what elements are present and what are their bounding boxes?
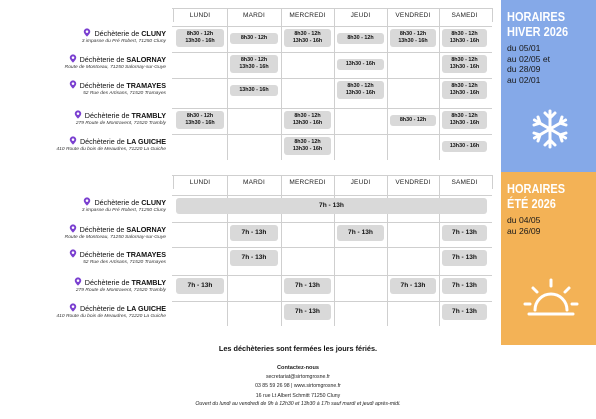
winter-time-slot — [442, 29, 487, 47]
site-address: 279 Route de Montravent, 71520 Trambly — [75, 121, 166, 126]
summer-date-line: au 26/09 — [507, 225, 541, 236]
location-pin-icon — [83, 28, 91, 37]
summer-time-slot — [176, 278, 224, 294]
winter-time-slot — [442, 141, 487, 152]
slot-hours: 7h - 13h — [452, 228, 477, 236]
site-name — [0, 224, 166, 234]
slot-hours: 8h30 - 12h — [294, 31, 321, 38]
day-header-lundi: LUNDI — [189, 12, 211, 19]
winter-date-line: du 05/01 — [507, 43, 541, 53]
winter-time-slot — [284, 29, 331, 47]
site-address: 410 Route du bois de Meaudres, 71220 La Guiche — [56, 147, 166, 152]
slot-hours: 7h - 13h — [319, 201, 344, 209]
site-name — [0, 28, 166, 38]
winter-row-rule — [172, 26, 492, 27]
winter-col-divider — [387, 8, 388, 160]
summer-edge — [492, 175, 493, 189]
site-trambly — [0, 110, 166, 126]
snowflake-icon — [529, 108, 571, 150]
winter-time-slot — [284, 137, 331, 155]
site-name — [0, 303, 166, 313]
day-header-vendredi: VENDREDI — [395, 12, 431, 19]
summer-title-line1: HORAIRES — [507, 182, 566, 196]
site-salornay — [0, 224, 166, 240]
site-name-bold: TRAMBLY — [131, 278, 166, 287]
slot-hours: 8h30 - 12h — [451, 31, 478, 38]
day-header-samedi: SAMEDI — [451, 12, 478, 19]
winter-banner — [501, 0, 596, 172]
location-pin-icon — [69, 136, 77, 145]
location-pin-icon — [69, 249, 77, 258]
summer-top-rule — [172, 175, 492, 176]
winter-date-line: au 02/01 — [507, 75, 541, 86]
slot-hours: 7h - 13h — [241, 253, 267, 261]
site-name — [0, 136, 166, 146]
site-prefix: Déchèterie de — [79, 55, 127, 64]
site-prefix: Déchèterie de — [84, 111, 132, 120]
summer-row-rule — [172, 195, 492, 196]
site-prefix: Déchèterie de — [84, 278, 132, 287]
slot-hours: 13h30 - 16h — [345, 60, 376, 67]
slot-hours: 8h30 - 12h — [294, 113, 321, 120]
slot-hours: 7h - 13h — [241, 228, 267, 236]
day-header-jeudi: JEUDI — [350, 179, 371, 186]
site-name-bold: SALORNAY — [126, 225, 166, 234]
winter-dates — [507, 43, 596, 86]
winter-date-line: du 28/09 — [507, 64, 541, 75]
summer-time-slot — [442, 304, 487, 320]
winter-row-rule — [172, 134, 492, 135]
site-name — [0, 277, 166, 287]
site-address: 52 Rue des Artisans, 71520 Tramayes — [83, 91, 166, 96]
slot-hours: 7h - 13h — [452, 307, 477, 315]
winter-col-divider — [334, 8, 335, 160]
slot-hours: 7h - 13h — [187, 281, 213, 289]
winter-time-slot — [442, 55, 487, 73]
winter-time-slot — [390, 29, 436, 47]
summer-banner — [501, 172, 596, 345]
summer-row-rule — [172, 275, 492, 276]
site-address: 279 Route de Montravent, 71520 Trambly — [75, 288, 166, 293]
site-name-bold: CLUNY — [141, 198, 166, 207]
winter-time-slot — [284, 111, 331, 129]
winter-row-rule — [172, 108, 492, 109]
slot-hours: 13h30 - 16h — [239, 86, 269, 93]
site-prefix: Déchèterie de — [79, 137, 127, 146]
day-header-jeudi: JEUDI — [350, 12, 371, 19]
slot-hours: 13h30 - 16h — [449, 90, 480, 96]
slot-hours: 8h30 - 12h — [451, 57, 478, 64]
site-prefix: Déchèterie de — [79, 250, 127, 259]
day-header-mercredi: MERCREDI — [289, 12, 326, 19]
site-name — [0, 249, 166, 259]
site-address: Route de Montceau, 71250 Salornay-sur-Guye — [64, 65, 166, 70]
slot-hours: 7h - 13h — [452, 281, 477, 289]
location-pin-icon — [83, 197, 91, 206]
site-cluny — [0, 197, 166, 213]
site-prefix: Déchèterie de — [94, 198, 142, 207]
winter-time-slot — [176, 29, 224, 47]
summer-date-line: du 04/05 — [507, 215, 541, 225]
summer-title-line2: ÉTÉ 2026 — [507, 197, 556, 211]
site-la-guiche — [0, 303, 166, 319]
summer-edge — [173, 175, 174, 189]
slot-hours: 8h30 - 12h — [294, 139, 321, 146]
site-prefix: Déchèterie de — [94, 29, 142, 38]
summer-time-slot — [230, 250, 278, 266]
site-salornay — [0, 54, 166, 70]
contact-title: Contactez-nous — [277, 365, 319, 371]
winter-time-slot — [442, 81, 487, 99]
day-header-mardi: MARDI — [243, 179, 265, 186]
summer-time-slot — [284, 278, 331, 294]
slot-hours: 8h30 - 12h — [240, 34, 268, 41]
location-pin-icon — [69, 224, 77, 233]
slot-hours: 13h30 - 16h — [398, 38, 428, 44]
slot-hours: 7h - 13h — [295, 307, 320, 315]
location-pin-icon — [74, 110, 82, 119]
site-address: 3 impasse du Pré Robert, 71250 Cluny — [81, 39, 166, 44]
winter-edge — [173, 8, 174, 22]
slot-hours: 8h30 - 12h — [347, 83, 374, 90]
summer-time-slot — [442, 278, 487, 294]
slot-hours: 8h30 - 12h — [186, 31, 214, 38]
slot-hours: 13h30 - 16h — [449, 38, 480, 44]
winter-time-slot — [230, 85, 278, 96]
site-name — [0, 110, 166, 120]
day-header-lundi: LUNDI — [189, 179, 211, 186]
winter-row-rule — [172, 52, 492, 53]
slot-hours: 8h30 - 12h — [347, 34, 374, 41]
location-pin-icon — [74, 277, 82, 286]
slot-hours: 13h30 - 16h — [449, 64, 480, 70]
location-pin-icon — [69, 54, 77, 63]
summer-row-rule — [172, 247, 492, 248]
site-name-bold: TRAMBLY — [131, 111, 166, 120]
summer-time-slot — [442, 225, 487, 241]
slot-hours: 13h30 - 16h — [449, 142, 480, 149]
summer-time-slot — [284, 304, 331, 320]
slot-hours: 13h30 - 16h — [292, 146, 323, 152]
site-name-bold: TRAMAYES — [126, 250, 166, 259]
winter-col-divider — [439, 8, 440, 160]
slot-hours: 7h - 13h — [452, 253, 477, 261]
site-name — [0, 54, 166, 64]
slot-hours: 13h30 - 16h — [239, 64, 269, 70]
winter-edge — [492, 8, 493, 22]
contact-hours: Ouvert du lundi au vendredi de 9h à 12h30 et 13h30 à 17h sauf mardi et jeudi après-midi. — [195, 401, 401, 407]
closed-notice: Les déchèteries sont fermées les jours fériés. — [218, 344, 378, 353]
contact-email[interactable]: secretariat@sirtomgrosne.fr — [265, 374, 331, 380]
site-address: 3 impasse du Pré Robert, 71250 Cluny — [81, 208, 166, 213]
summer-row-rule — [172, 301, 492, 302]
site-name-bold: CLUNY — [141, 29, 166, 38]
winter-time-slot — [337, 59, 384, 70]
winter-title-line2: HIVER 2026 — [507, 25, 569, 39]
site-address: 410 Route du bois de Meaudres, 71220 La Guiche — [56, 314, 166, 319]
slot-hours: 7h - 13h — [295, 281, 320, 289]
slot-hours: 13h30 - 16h — [345, 90, 376, 96]
site-name-bold: LA GUICHE — [126, 304, 166, 313]
winter-row-rule — [172, 78, 492, 79]
summer-time-slot — [176, 198, 487, 214]
site-tramayes — [0, 249, 166, 265]
winter-time-slot — [390, 115, 436, 126]
site-address: 52 Rue des Artisans, 71520 Tramayes — [83, 260, 166, 265]
winter-time-slot — [442, 111, 487, 129]
site-la-guiche — [0, 136, 166, 152]
winter-time-slot — [230, 55, 278, 73]
summer-time-slot — [337, 225, 384, 241]
slot-hours: 8h30 - 12h — [451, 113, 478, 120]
contact-phone-website[interactable]: 03 85 59 26 98 | www.sirtomgrosne.fr — [255, 383, 341, 389]
day-header-mercredi: MERCREDI — [289, 179, 326, 186]
slot-hours: 13h30 - 16h — [292, 120, 323, 126]
winter-col-divider — [227, 8, 228, 160]
contact-address: 16 rue Lt Albert Schmitt 71250 Cluny — [255, 393, 341, 399]
slot-hours: 13h30 - 16h — [449, 120, 480, 126]
day-header-vendredi: VENDREDI — [395, 179, 431, 186]
winter-top-rule — [172, 8, 492, 9]
slot-hours: 8h30 - 12h — [451, 83, 478, 90]
site-name-bold: LA GUICHE — [126, 137, 166, 146]
site-prefix: Déchèterie de — [79, 81, 127, 90]
slot-hours: 8h30 - 12h — [399, 116, 427, 123]
winter-title-line1: HORAIRES — [507, 10, 566, 24]
winter-time-slot — [337, 33, 384, 44]
day-header-mardi: MARDI — [243, 12, 265, 19]
sun-icon — [521, 274, 581, 318]
slot-hours: 7h - 13h — [400, 281, 426, 289]
summer-dates — [507, 215, 596, 236]
winter-col-divider — [281, 8, 282, 160]
site-name — [0, 80, 166, 90]
winter-date-line: au 02/05 et — [507, 53, 551, 64]
site-name-bold: TRAMAYES — [126, 81, 166, 90]
site-prefix: Déchèterie de — [79, 304, 127, 313]
site-tramayes — [0, 80, 166, 96]
site-name — [0, 197, 166, 207]
slot-hours: 13h30 - 16h — [185, 38, 215, 44]
location-pin-icon — [69, 80, 77, 89]
site-address: Route de Montceau, 71250 Salornay-sur-Guye — [64, 235, 166, 240]
slot-hours: 8h30 - 12h — [186, 113, 214, 120]
winter-time-slot — [176, 111, 224, 129]
winter-time-slot — [337, 81, 384, 99]
day-header-samedi: SAMEDI — [451, 179, 478, 186]
site-prefix: Déchèterie de — [79, 225, 127, 234]
slot-hours: 8h30 - 12h — [240, 57, 268, 64]
site-trambly — [0, 277, 166, 293]
slot-hours: 8h30 - 12h — [399, 31, 427, 38]
site-cluny — [0, 28, 166, 44]
summer-time-slot — [390, 278, 436, 294]
slot-hours: 13h30 - 16h — [292, 38, 323, 44]
summer-time-slot — [442, 250, 487, 266]
slot-hours: 13h30 - 16h — [185, 120, 215, 126]
site-name-bold: SALORNAY — [126, 55, 166, 64]
summer-time-slot — [230, 225, 278, 241]
winter-time-slot — [230, 33, 278, 44]
summer-row-rule — [172, 222, 492, 223]
slot-hours: 7h - 13h — [348, 228, 373, 236]
location-pin-icon — [69, 303, 77, 312]
